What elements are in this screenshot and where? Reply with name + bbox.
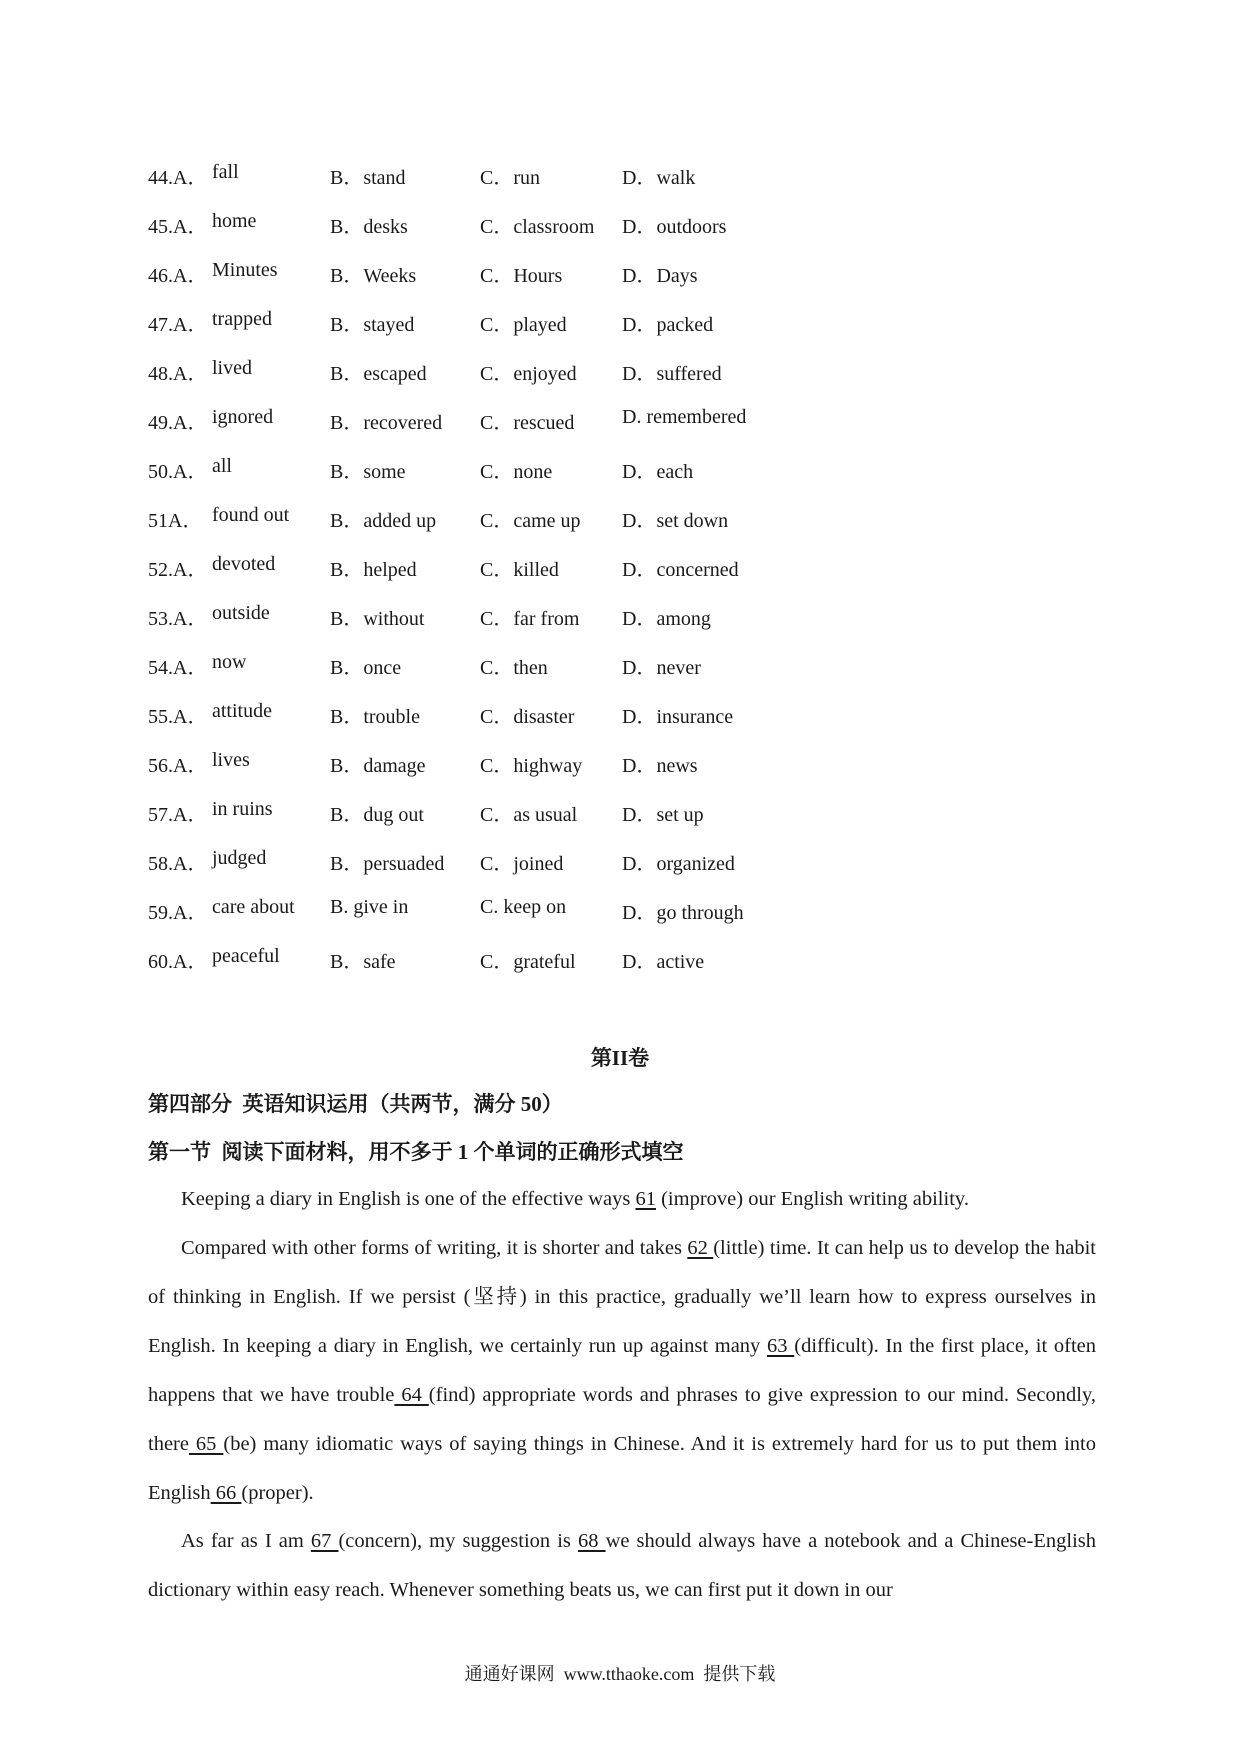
option-c: C．disaster: [480, 706, 575, 728]
option-c: C．none: [480, 461, 553, 483]
text: (find) appropriate words and phrases to give expression to our mind. Secondly, there: [148, 1384, 1096, 1455]
blank-63: 63: [767, 1335, 795, 1357]
option-a: fall: [212, 161, 239, 183]
question-row: [0, 455, 1240, 485]
question-row: [0, 700, 1240, 730]
option-b: B．stand: [330, 167, 406, 189]
option-a: care about: [212, 896, 295, 918]
text: (improve) our English writing ability.: [655, 1188, 969, 1210]
option-a: lives: [212, 749, 250, 771]
option-a: ignored: [212, 406, 274, 428]
question-number: 56.A．: [148, 755, 208, 777]
option-c: C．enjoyed: [480, 363, 577, 385]
option-d: D．set down: [622, 510, 729, 532]
option-a: outside: [212, 602, 270, 624]
option-a: lived: [212, 357, 252, 379]
option-b: B. give in: [330, 896, 409, 918]
text: we should always have a notebook and a Chinese-English dictionary within easy reach. Whenever something beats us, we can first put it down in our: [148, 1530, 1096, 1601]
option-a: home: [212, 210, 257, 232]
question-number: 55.A．: [148, 706, 208, 728]
option-d: D．go through: [622, 902, 744, 924]
option-d: D．active: [622, 951, 705, 973]
option-b: B．trouble: [330, 706, 420, 728]
footer: 通通好课网 www.tthaoke.com 提供下载: [464, 1664, 776, 1684]
option-c: C．came up: [480, 510, 581, 532]
option-c: C．joined: [480, 853, 564, 875]
blank-64: 64: [394, 1384, 429, 1406]
option-a: judged: [212, 847, 267, 869]
option-d: D．walk: [622, 167, 696, 189]
option-b: B．persuaded: [330, 853, 445, 875]
text: (proper).: [241, 1482, 314, 1504]
option-d: D．set up: [622, 804, 704, 826]
option-a: now: [212, 651, 247, 673]
blank-61: 61: [635, 1188, 656, 1210]
option-c: C．far from: [480, 608, 580, 630]
question-row: [0, 749, 1240, 779]
option-b: B．dug out: [330, 804, 424, 826]
option-b: B．without: [330, 608, 425, 630]
question-row: [0, 945, 1240, 975]
text: (be) many idiomatic ways of saying things in Chinese. And it is extremely hard for us to put them into English: [148, 1433, 1096, 1504]
option-a: Minutes: [212, 259, 278, 281]
paragraph-2: [148, 1224, 1096, 1518]
blank-68: 68: [577, 1530, 606, 1552]
question-number: 45.A．: [148, 216, 208, 238]
blank-62: 62: [687, 1237, 714, 1259]
paragraph-3: [148, 1517, 1096, 1615]
option-c: C．killed: [480, 559, 559, 581]
question-row: [0, 798, 1240, 828]
option-c: C．as usual: [480, 804, 578, 826]
question-number: 60.A．: [148, 951, 208, 973]
option-c: C．rescued: [480, 412, 575, 434]
option-b: B．once: [330, 657, 402, 679]
question-number: 52.A．: [148, 559, 208, 581]
option-b: B．desks: [330, 216, 408, 238]
option-d: D．organized: [622, 853, 735, 875]
option-d: D．news: [622, 755, 698, 777]
option-a: trapped: [212, 308, 272, 330]
question-row: [0, 308, 1240, 338]
question-row: [0, 847, 1240, 877]
option-b: B．Weeks: [330, 265, 417, 287]
question-number: 49.A．: [148, 412, 208, 434]
question-number: 51A．: [148, 510, 203, 532]
option-d: D．outdoors: [622, 216, 727, 238]
question-number: 54.A．: [148, 657, 208, 679]
question-row: [0, 602, 1240, 632]
option-a: all: [212, 455, 232, 477]
question-row: [0, 357, 1240, 387]
question-row: [0, 504, 1240, 534]
question-number: 59.A．: [148, 902, 208, 924]
option-c: C. keep on: [480, 896, 567, 918]
option-d: D．concerned: [622, 559, 739, 581]
question-number: 58.A．: [148, 853, 208, 875]
section-title: 第II卷: [590, 1046, 650, 1070]
option-a: found out: [212, 504, 290, 526]
option-d: D．each: [622, 461, 694, 483]
option-b: B．safe: [330, 951, 396, 973]
option-c: C．Hours: [480, 265, 563, 287]
option-d: D．among: [622, 608, 711, 630]
option-d: D．Days: [622, 265, 698, 287]
question-number: 48.A．: [148, 363, 208, 385]
option-d: D．never: [622, 657, 701, 679]
question-number: 47.A．: [148, 314, 208, 336]
text: Keeping a diary in English is one of the effective ways: [181, 1188, 636, 1210]
question-row: [0, 553, 1240, 583]
option-c: C．highway: [480, 755, 583, 777]
text: (concern), my suggestion is: [338, 1530, 578, 1552]
option-a: devoted: [212, 553, 276, 575]
option-d: D．packed: [622, 314, 714, 336]
option-b: B．helped: [330, 559, 417, 581]
section-heading: 第一节 阅读下面材料，用不多于 1 个单词的正确形式填空: [148, 1140, 684, 1164]
question-number: 53.A．: [148, 608, 208, 630]
question-number: 44.A．: [148, 167, 208, 189]
question-number: 50.A．: [148, 461, 208, 483]
option-c: C．classroom: [480, 216, 595, 238]
option-b: B．recovered: [330, 412, 443, 434]
question-row: [0, 259, 1240, 289]
question-row: [0, 896, 1240, 926]
option-a: attitude: [212, 700, 272, 722]
option-c: C．then: [480, 657, 548, 679]
question-row: [0, 651, 1240, 681]
option-d: D. remembered: [622, 406, 747, 428]
text: (difficult). In the first place, it often happens that we have trouble: [148, 1335, 1097, 1406]
question-row: [0, 210, 1240, 240]
text: (little) time. It can help us to develop the habit of thinking in English. If we persist (坚持) in this practice, gradually we’ll learn how to express ourselves in English. In keeping a diary in English, we certainly run up against many: [148, 1237, 1096, 1357]
option-b: B．damage: [330, 755, 426, 777]
option-b: B．stayed: [330, 314, 415, 336]
option-b: B．some: [330, 461, 406, 483]
question-number: 46.A．: [148, 265, 208, 287]
question-row: [0, 161, 1240, 191]
part-heading: 第四部分 英语知识运用（共两节，满分 50）: [148, 1092, 563, 1116]
option-b: B．added up: [330, 510, 437, 532]
blank-65: 65: [188, 1433, 224, 1455]
question-number: 57.A．: [148, 804, 208, 826]
option-a: in ruins: [212, 798, 273, 820]
option-c: C．grateful: [480, 951, 576, 973]
option-c: C．played: [480, 314, 567, 336]
option-b: B．escaped: [330, 363, 427, 385]
paragraph-1: [148, 1175, 1096, 1224]
option-a: peaceful: [212, 945, 280, 967]
option-d: D．insurance: [622, 706, 734, 728]
text: Compared with other forms of writing, it is shorter and takes: [181, 1237, 688, 1259]
blank-66: 66: [210, 1482, 242, 1504]
option-d: D．suffered: [622, 363, 722, 385]
blank-67: 67: [310, 1530, 339, 1552]
text: As far as I am: [181, 1530, 311, 1552]
question-row: [0, 406, 1240, 436]
option-c: C．run: [480, 167, 540, 189]
